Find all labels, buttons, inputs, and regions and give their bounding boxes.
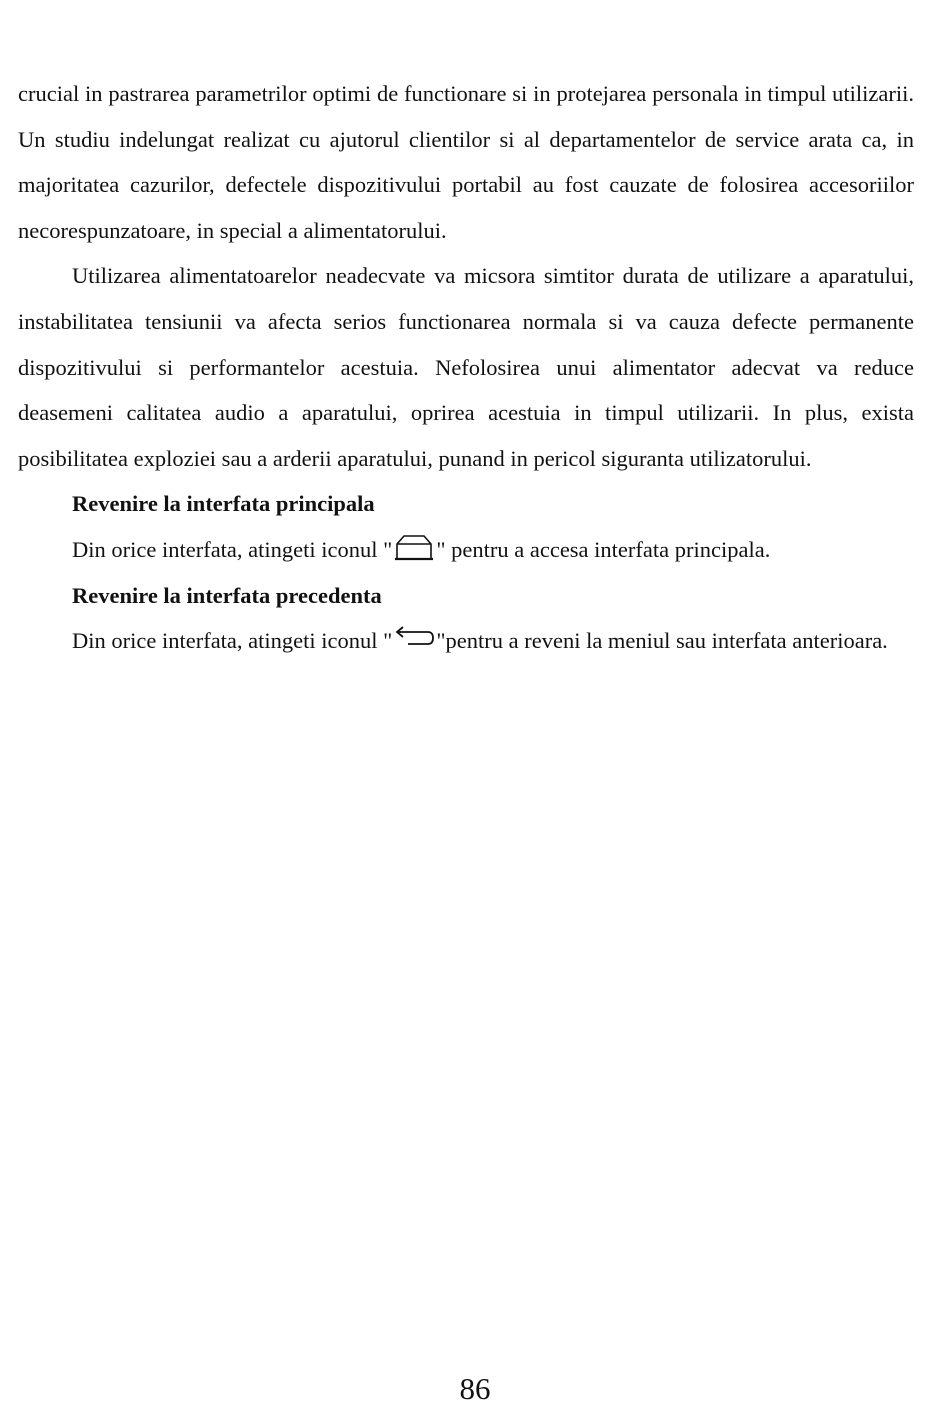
text-after-back-icon: "pentru a reveni la meniul sau interfata anterioara.: [436, 628, 888, 654]
home-icon: [394, 533, 434, 561]
text-before-home-icon: Din orice interfata, atingeti iconul ": [72, 536, 393, 562]
paragraph-power-adapter-warning: Utilizarea alimentatoarelor neadecvate va micsora simtitor durata de utilizare a aparatului, instabilitatea tensiunii va afecta serios functionarea normala si va cauza defecte permanente dispozitivului si performantelor acestuia. Nefolosirea unui alimentator adecvat va reduce deasemeni calitatea audio a aparatului, oprirea acestuia in timpul utilizarii. In plus, exista posibilitatea exploziei sau a arderii aparatului, punand in pericol siguranta utilizatorului.: [18, 263, 914, 471]
heading-return-main-interface: Revenire la interfata principala: [72, 491, 375, 517]
paragraph-continuation: crucial in pastrarea parametrilor optimi de functionare si in protejarea personala in timpul utilizarii. Un studiu indelungat realizat cu ajutorul clientilor si al departamentelor de service arata ca, in majoritatea cazurilor, defectele dispozitivului portabil au fost cauzate de folosirea accesoriilor necorespunzatoare, in special a alimentatorului.: [18, 81, 914, 243]
text-before-back-icon: Din orice interfata, atingeti iconul ": [72, 628, 393, 654]
text-after-home-icon: " pentru a accesa interfata principala.: [436, 536, 771, 562]
page-number: 86: [459, 1371, 491, 1406]
paragraph-return-main-interface: [18, 527, 914, 573]
paragraph-return-previous-interface: [18, 618, 914, 664]
back-arrow-icon: [394, 624, 434, 652]
page-content: [18, 71, 914, 664]
heading-return-previous-interface: Revenire la interfata precedenta: [72, 582, 382, 608]
